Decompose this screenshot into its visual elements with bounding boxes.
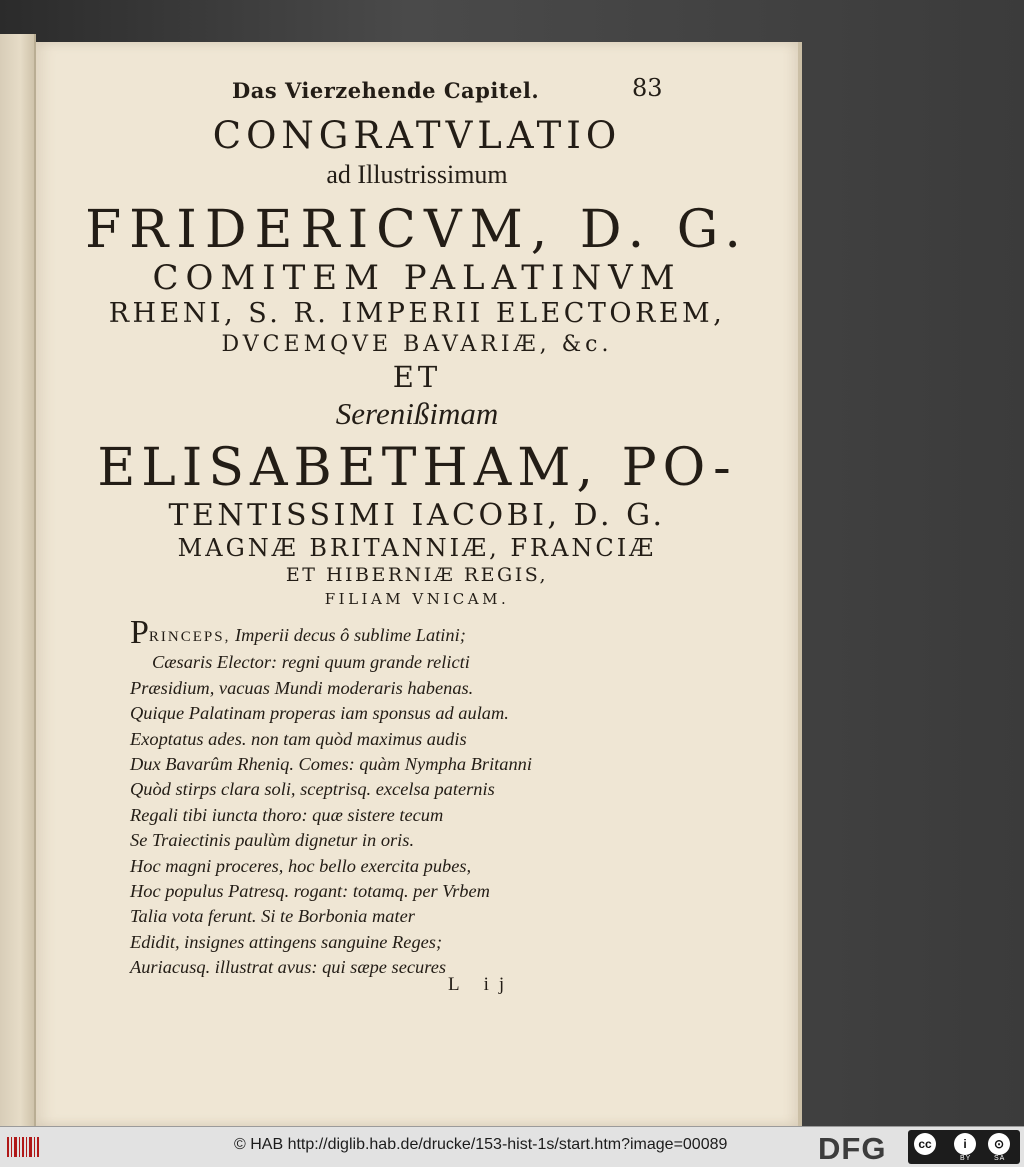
poem-line: Quique Palatinam properas iam sponsus ad aulam. [130,703,509,724]
title-line-7: ET [392,360,442,394]
poem-line: Se Traiectinis paulùm dignetur in oris. [130,830,415,851]
running-title: Das Vierzehende Capitel. [232,78,540,103]
poem-line: Quòd stirps clara soli, sceptrisq. excelsa paternis [130,779,495,800]
title-line-6: DVCEMQVE BAVARIÆ, &c. [221,332,613,357]
poem-first-line-rest: Imperii decus ô sublime Latini; [230,625,466,645]
poem-line: Auriacusq. illustrat avus: qui sæpe secures [130,957,447,978]
poem-line: Dux Bavarûm Rheniq. Comes: quàm Nympha Britanni [130,754,532,775]
barcode-icon [6,1135,42,1159]
title-line-1: CONGRATVLATIO [212,114,622,157]
cc-license-badge[interactable] [908,1130,1020,1164]
title-line-13: FILIAM VNICAM. [324,590,510,608]
title-line-11: MAGNÆ BRITANNIÆ, FRANCIÆ [177,534,657,562]
title-line-12: ET HIBERNIÆ REGIS, [285,564,549,586]
attribution-icon: i [954,1133,976,1155]
copyright-link[interactable]: © HAB http://diglib.hab.de/drucke/153-hist-1s/start.htm?image=00089 [234,1136,728,1153]
creative-commons-icon: cc [914,1133,936,1155]
poem-line: Talia vota ferunt. Si te Borbonia mater [130,906,415,927]
title-line-10: TENTISSIMI IACOBI, D. G. [168,498,666,533]
page-edge [798,42,802,1126]
poem-first-word: RINCEPS, [148,629,231,645]
poem-line: Edidit, insignes attingens sanguine Reges; [130,931,443,952]
title-line-3: FRIDERICVM, D. G. [85,200,749,260]
title-line-8: Serenißimam [335,396,499,431]
license-sa-tag: SA [994,1155,1006,1162]
previous-page-edge [0,34,36,1126]
title-line-5: RHENI, S. R. IMPERII ELECTOREM, [108,298,726,329]
poem-line: Cæsaris Elector: regni quum grande relicti [152,652,470,673]
poem-line: Præsidium, vacuas Mundi moderaris habenas. [130,677,474,698]
poem-line: Hoc magni proceres, hoc bello exercita pubes, [130,855,472,876]
page-header [36,72,798,112]
page-number: 83 [632,74,663,102]
poem-line: Hoc populus Patresq. rogant: totamq. per Vrbem [130,881,490,902]
title-line-9: ELISABETHAM, PO- [97,438,737,498]
dfg-logo: DFG [818,1131,887,1166]
poem-line: Exoptatus ades. non tam quòd maximus audis [130,728,467,749]
share-alike-icon: ⊙ [988,1133,1010,1155]
title-line-2: ad Illustrissimum [326,160,508,189]
license-by-tag: BY [960,1155,972,1162]
poem-line-first [130,614,750,651]
poem-line: Regali tibi iuncta thoro: quæ sistere tecum [130,804,444,825]
poem [130,614,750,981]
signature-mark: L ij [448,974,515,995]
book-page [36,42,798,1126]
title-line-4: COMITEM PALATINVM [152,258,682,298]
drop-cap: P [130,614,149,651]
viewer-footer [0,1126,1024,1167]
